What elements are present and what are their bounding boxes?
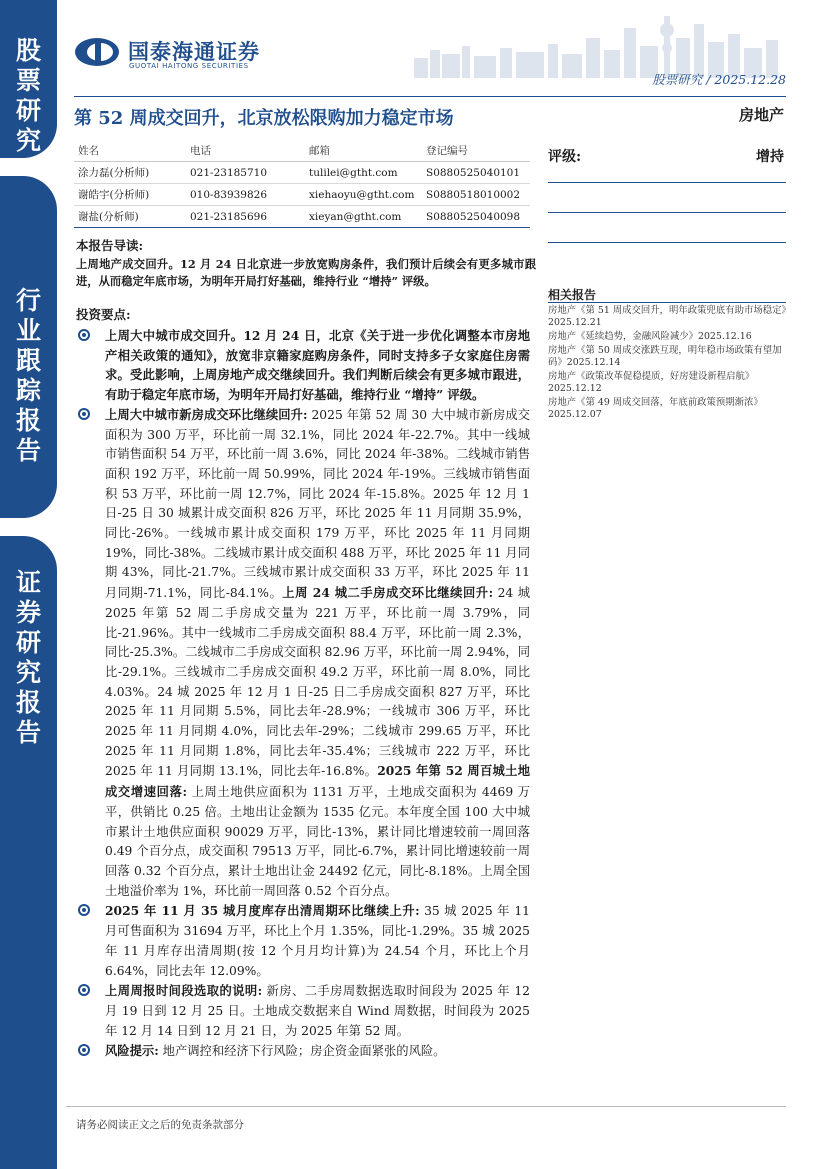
bullet-icon [78, 1044, 90, 1056]
analyst-email[interactable]: tulilei@gtht.com [309, 166, 398, 179]
analyst-email[interactable]: xiehaoyu@gtht.com [309, 188, 415, 201]
sidebar-stock-research [0, 0, 57, 158]
industry-label: 房地产 [738, 106, 784, 124]
point-text: 2025 年第 52 周 30 大中城市新房成交面积为 300 万平，环比前一周 32.1%，同比 2024 年-22.7%。其中一线城市销售面积 54 万平，环比前一周 3.6%，同比 2024 年-38%。二线城市销售面积 192 万平，环比前一周 50.99%，同比 2024 年-19%。三线城市销售面积 53 万平，环比前一周 12.7%，同比 2024 年-15.8%。2025 年 12 月 1 日-25 日 30 城累计成交面积 826 万平，环比 2025 年 11 月同期 35.9%，同比-26%。一线城市累计成交面积 179 万平，环比 2025 年 11 月同期 19%，同比-38%。二线城市累计成交面积 488 万平，环比 2025 年 11 月同期 43%，同比-21.7%。三线城市累计成交面积 33 万平，环比 2025 年 11 月同期-71.1%，同比-84.1%。 [105, 407, 531, 601]
related-report-item[interactable]: 房地产《第 49 周成交回落，年底前政策预期渐浓》2025.12.07 [548, 397, 763, 420]
rating-divider [548, 182, 786, 183]
footer-disclaimer: 请务必阅读正文之后的免责条款部分 [76, 1119, 244, 1131]
rating-label: 评级: [548, 149, 582, 165]
related-reports-title: 相关报告 [548, 288, 597, 302]
sidebar-label-mid: 行业跟踪报告 [15, 286, 41, 465]
logo-chinese-name: 国泰海通证券 [128, 40, 260, 64]
analyst-name: 谢盐(分析师) [78, 211, 139, 223]
point-text: 地产调控和经济下行风险；房企资金面紧张的风险。 [158, 1044, 446, 1059]
point-lead: 风险提示: [105, 1043, 159, 1059]
related-reports-list [548, 305, 788, 423]
sidebar-label-bottom: 证券研究报告 [15, 568, 41, 747]
point-text: 上周大中城市成交回升。12 月 24 日，北京《关于进一步优化调整本市房地产相关政策的通知》，放宽非京籍家庭购房条件，同时支持多子女家庭住房需求。受此影响，上周房地产成交继续回升。我们判断后续会有更多城市跟进，有助于稳定年底市场，为明年开局打好基础，维持行业 “增持” 评级。 [105, 328, 530, 403]
sidebar-label-top: 股票研究 [15, 36, 41, 155]
left-sidebar [0, 0, 57, 1169]
table-row [74, 206, 530, 228]
point-lead: 2025 年第 52 周百城土地成交增速回落: [105, 763, 530, 800]
analyst-reg-no: S0880518010002 [426, 188, 521, 201]
sidebar-securities-research [0, 536, 57, 1169]
point-lead: 上周 24 城二手房成交环比继续回升: [282, 585, 494, 601]
bullet-icon [78, 984, 90, 996]
related-divider [548, 302, 786, 303]
point-item [78, 405, 530, 902]
point-text: 上周土地供应面积为 1131 万平，土地成交面积为 4469 万平，供销比 0.25 倍。土地出让金额为 1535 亿元。本年度全国 100 大中城市累计土地供应面积 90029 万平，同比-13%，累计同比增速较前一周回落 0.49 个百分点，成交面积 79513 万平，同比-6.7%，累计同比增速较前一周回落 0.32 个百分点，累计土地出让金 24492 亿元，同比-8.18%。上周全国土地溢价率为 1%，环比前一周回落 0.52 个百分点。 [105, 785, 530, 898]
city-skyline-icon [414, 8, 786, 78]
header-divider [74, 96, 786, 97]
footer-divider [66, 1106, 786, 1107]
points-title: 投资要点: [76, 307, 131, 322]
rating-divider-3 [548, 242, 786, 243]
analyst-email[interactable]: xieyan@gtht.com [309, 210, 402, 223]
table-row [74, 162, 530, 184]
point-text: 新房、二手房周数据选取时间段为 2025 年 12 月 19 日到 12 月 25 日。土地成交数据来自 Wind 周数据，时间段为 2025 年 12 月 14 日到 12 月 21 日，为 2025 年第 52 周。 [105, 984, 531, 1038]
analyst-table [74, 140, 530, 228]
bullet-icon [78, 408, 90, 420]
header-name: 姓名 [78, 145, 99, 157]
point-item [78, 1041, 530, 1062]
analyst-phone: 010-83939826 [190, 188, 268, 201]
point-lead: 2025 年 11 月 35 城月度库存出清周期环比继续上升: [105, 903, 420, 919]
table-row [74, 184, 530, 206]
point-text: 24 城 2025 年第 52 周二手房成交量为 221 万平，环比前一周 3.79%，同比-21.96%。其中一线城市二手房成交面积 88.4 万平，环比前一周 2.3%，同比-25.3%。二线城市二手房成交面积 82.96 万平，环比前一周 2.94%，同比-29.1%。三线城市二手房成交面积 49.2 万平，环比前一周 8.0%，同比 4.03%。24 城 2025 年 12 月 1 日-25 日二手房成交面积 827 万平，环比 2025 年 11 月同期 5.5%，同比去年-28.9%；一线城市 306 万平，环比 2025 年 11 月同期 4.0%，同比去年-29%；二线城市 299.65 万平，环比 2025 年 11 月同期 1.8%，同比去年-35.4%；三线城市 222 万平，环比 2025 年 11 月同期 13.1%，同比去年-16.8%。 [105, 586, 530, 779]
analyst-phone: 021-23185696 [190, 210, 268, 223]
rating-value: 增持 [756, 149, 784, 165]
report-type-date: 股票研究 / 2025.12.28 [652, 72, 786, 87]
point-item [78, 981, 530, 1041]
point-item [78, 326, 530, 405]
point-lead: 上周大中城市新房成交环比继续回升: [105, 406, 308, 422]
company-logo-icon [74, 37, 120, 67]
analyst-phone: 021-23185710 [190, 166, 268, 179]
header-phone: 电话 [190, 145, 211, 157]
bullet-icon [78, 329, 90, 341]
analyst-name: 涂力磊(分析师) [78, 167, 150, 179]
point-text: 35 城 2025 年 11 月可售面积为 31694 万平，环比上个月 1.35%，同比-1.29%。35 城 2025 年 11 月库存出清周期(按 12 个月月均计算)为 24.54 个月，环比上个月 6.64%，同比去年 12.09%。 [105, 904, 530, 978]
guide-title: 本报告导读: [76, 238, 144, 253]
related-report-item[interactable]: 房地产《第 51 周成交回升，明年政策兜底有助市场稳定》2025.12.21 [548, 305, 787, 328]
analyst-reg-no: S0880525040101 [426, 166, 521, 179]
header-reg-no: 登记编号 [426, 145, 468, 157]
bullet-icon [78, 904, 90, 916]
related-report-item[interactable]: 房地产《第 50 周成交涨跌互现，明年稳市场政策有望加码》2025.12.14 [548, 345, 782, 368]
analyst-table-header [74, 140, 530, 162]
point-item [78, 901, 530, 981]
related-report-item[interactable]: 房地产《延续趋势，金融风险减少》2025.12.16 [548, 331, 752, 342]
rating-divider-2 [548, 212, 786, 213]
page-header [74, 34, 786, 96]
header-email: 邮箱 [309, 145, 330, 157]
page-title: 第 52 周成交回升，北京放松限购加力稳定市场 [74, 108, 454, 129]
point-lead: 上周周报时间段选取的说明: [105, 983, 263, 999]
analyst-name: 谢皓宇(分析师) [78, 189, 150, 201]
investment-points [78, 326, 530, 1062]
guide-body: 上周地产成交回升。12 月 24 日北京进一步放宽购房条件，我们预计后续会有更多城市跟进，从而稳定年底市场，为明年开局打好基础，维持行业 “增持” 评级。 [76, 257, 536, 288]
related-report-item[interactable]: 房地产《政策改革促稳提质，好房建设新程启航》2025.12.12 [548, 371, 755, 394]
sidebar-industry-tracking [0, 176, 57, 518]
logo-english-name: GUOTAI HAITONG SECURITIES [129, 62, 249, 70]
analyst-reg-no: S0880525040098 [426, 210, 521, 223]
